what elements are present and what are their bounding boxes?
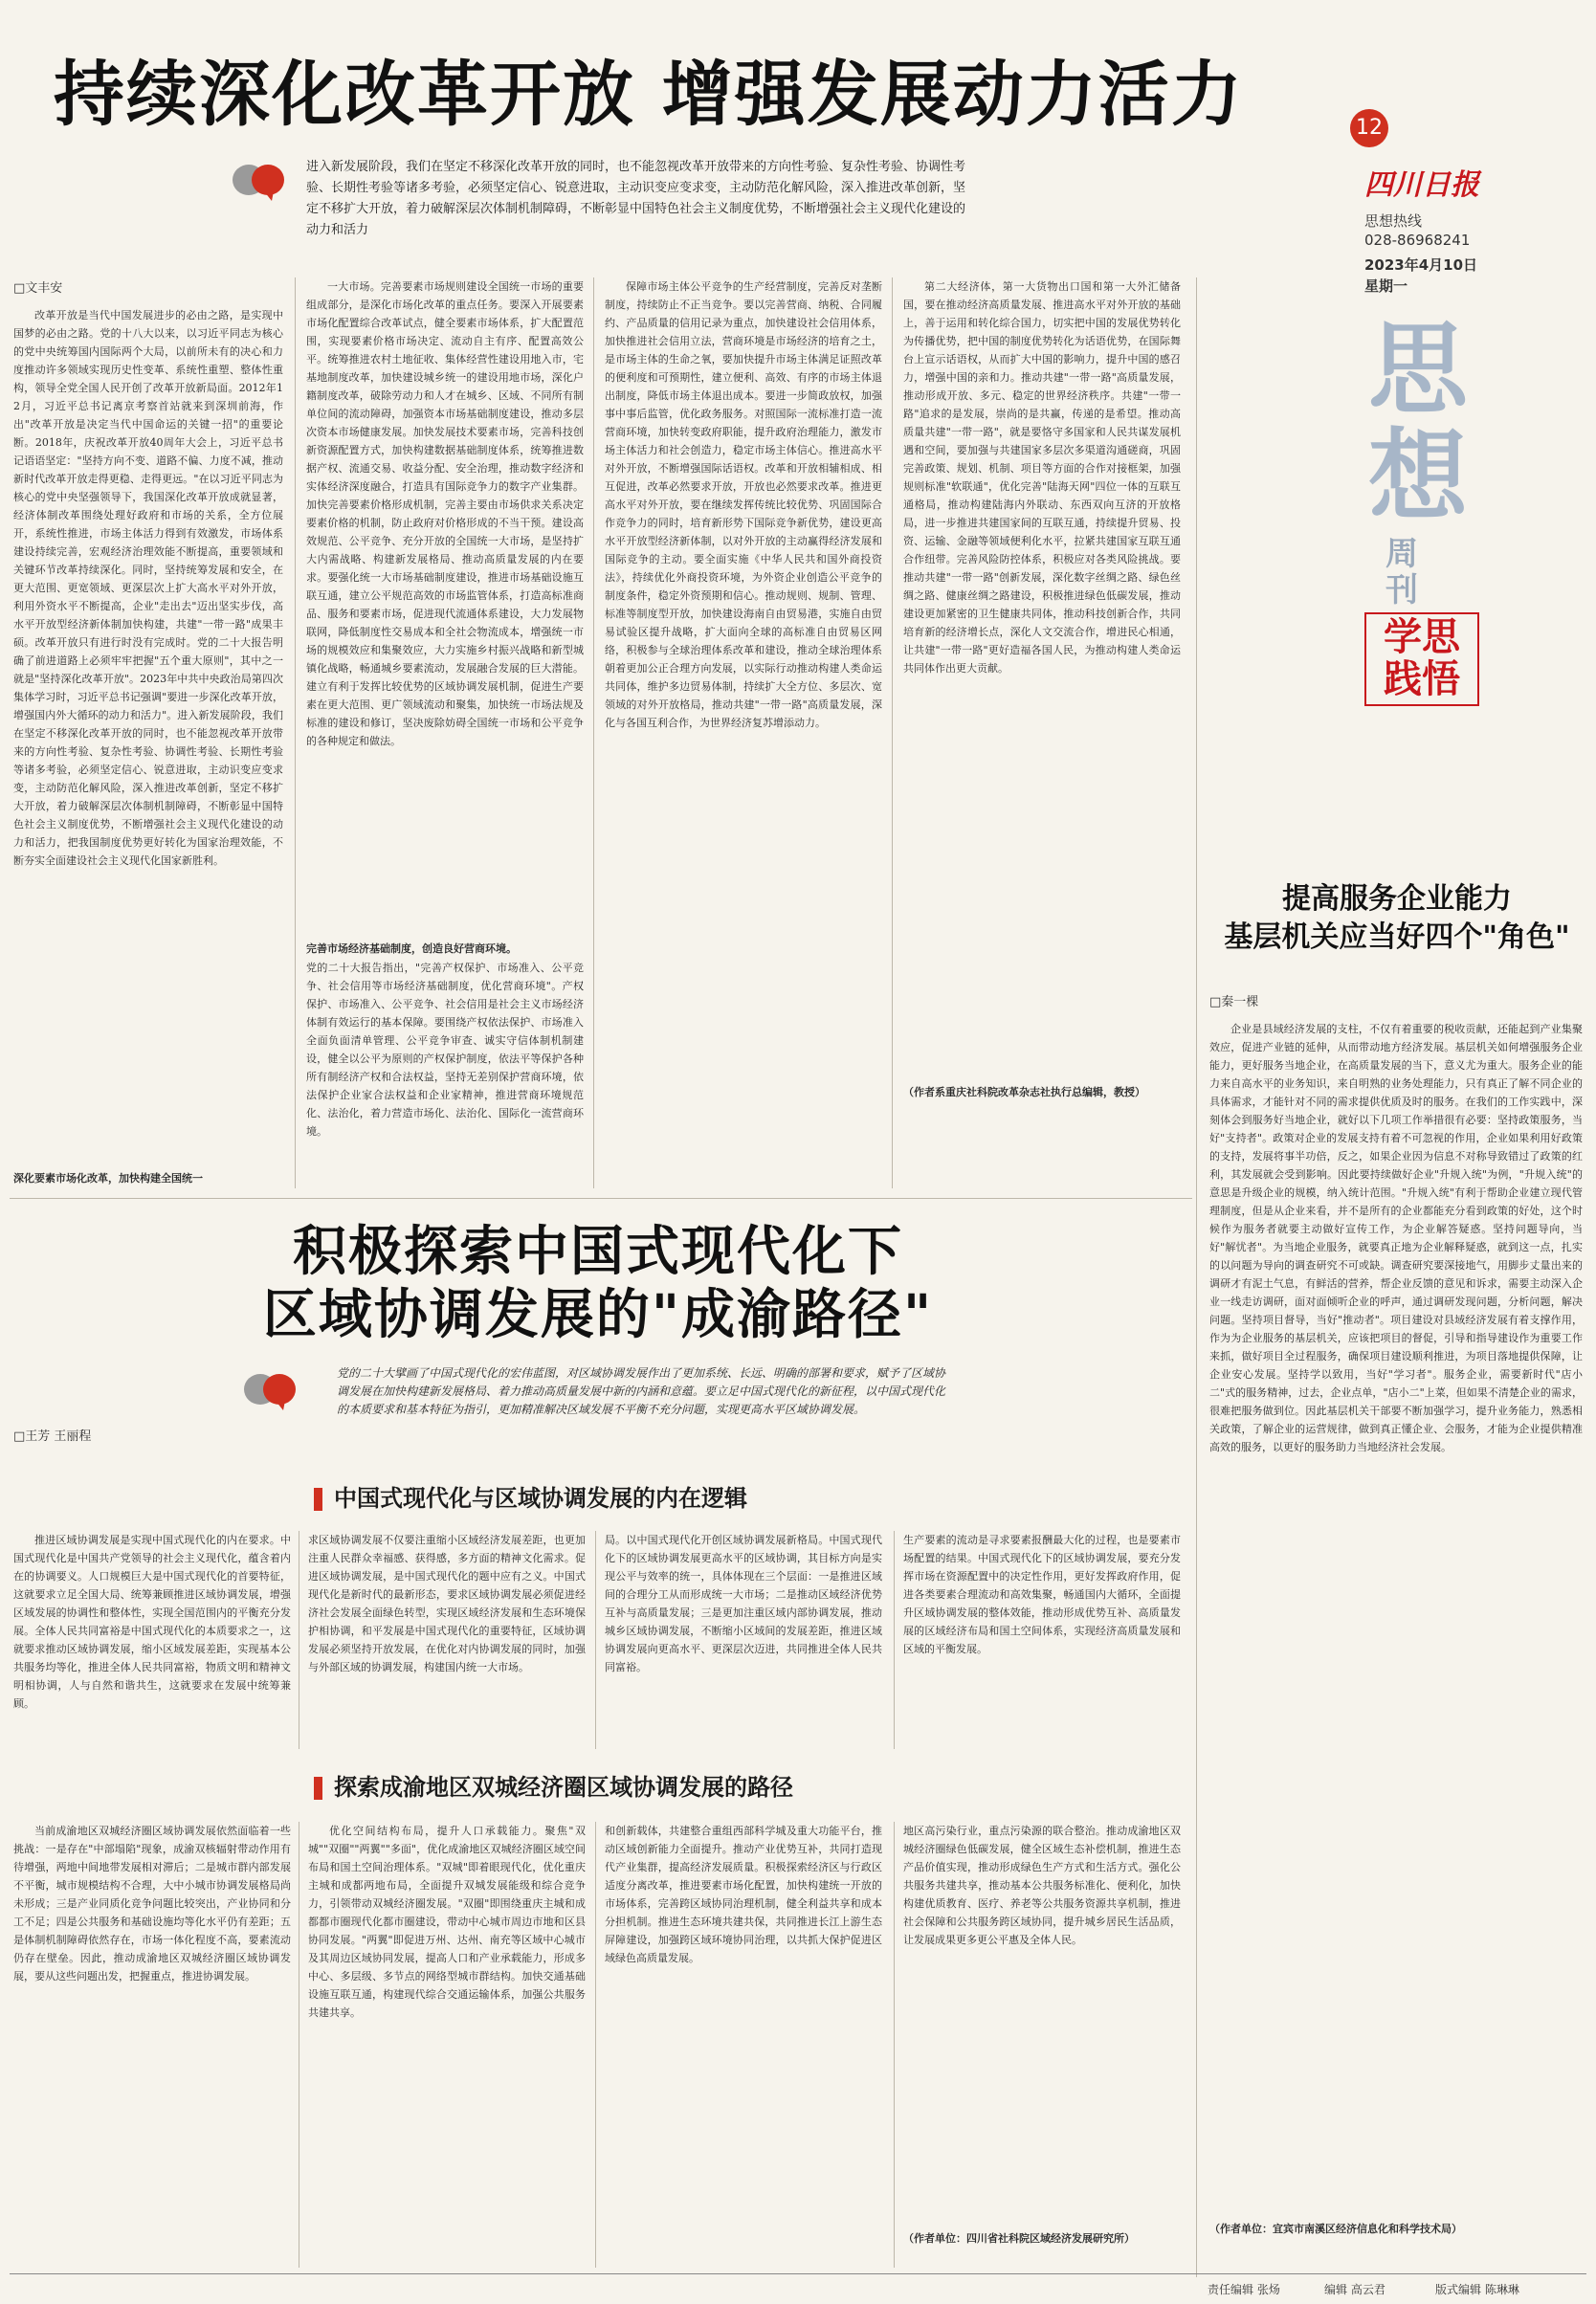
article1-column-2b: 党的二十大报告指出，"完善产权保护、市场准入、公平竞争、社会信用等市场经济基础制度，优化营商环境"。产权保护、市场准入、公平竞争、社会信用是社会主义市场经济体制有效运行的基本保障。要围绕产权依法保护、市场准入全面负面清单管理、公平竞争审查、诚实守信体制机制建设，健全以公平为原则的产权保护制度，依法平等保护各种所有制经济产权和合法权益，坚持无差别保护营商环境，依法保护企业家合法权益和企业家精神，推进营商环境规范化、法治化，着力营造市场化、法治化、国际化一流营商环境。 <box>306 962 584 1138</box>
article2-sec2-column-3: 和创新载体，共建整合重组西部科学城及重大功能平台，推动区域创新能力全面提升。推动产业优势互补，共同打造现代产业集群，提高经济发展质量。积极探索经济区与行政区适度分离改革，推进要素市场化配置，加快构建统一开放的市场体系，完善跨区域协同治理机制，健全利益共享和成本分担机制。推进生态环境共建共保，共同推进长江上游生态屏障建设，加强跨区域环境协同治理，以共抓大保护促进区域绿色高质量发展。 <box>605 1825 882 1964</box>
article1-title: 持续深化改革开放 增强发展动力活力 <box>54 54 1244 136</box>
issue-date: 2023年4月10日 <box>1364 256 1478 274</box>
article1-byline: □文丰安 <box>13 281 63 296</box>
article3-title-line-2: 基层机关应当好四个"角色" <box>1224 920 1570 954</box>
article1-column-1-lead: 深化要素市场化改革，加快构建全国统一 <box>13 1172 203 1185</box>
footer-editor-2: 编辑 高云君 <box>1324 2283 1385 2296</box>
article2-sec2-column-4: 地区高污染行业，重点污染源的联合整治。推动成渝地区双城经济圈绿色低碳发展，健全区域生态补偿机制，推进生态产品价值实现，推动形成绿色生产方式和生活方式。强化公共服务共建共享，推动基本公共服务标准化、便利化，加快构建优质教育、医疗、养老等公共服务资源共享机制，推进社会保障和公共服务跨区域协同，提升城乡居民生活品质，让发展成果更多更公平惠及全体人民。 <box>903 1825 1181 1946</box>
article2-sec1-column-2: 求区域协调发展不仅要注重缩小区域经济发展差距，也更加注重人民群众幸福感、获得感，多方面的精神文化需求。促进区域协调发展，是中国式现代化的题中应有之义。中国式现代化是新时代的最新形态，要求区域协调发展必须促进经济社会发展全面绿色转型，实现区域经济发展和生态环境保护相协调，和平发展是中国式现代化的重要特征，区域协调发展必须坚持开放发展，在优化对内协调发展的同时，加强与外部区域的协调发展，构建国内统一大市场。 <box>308 1534 586 1673</box>
article2-sec1-column-3: 局。以中国式现代化开创区域协调发展新格局。中国式现代化下的区域协调发展更高水平的区域协调，其目标方向是实现公平与效率的统一，具体体现在三个层面：一是推进区域间的合理分工从而形成统一大市场；二是推动区域经济优势互补与高质量发展；三是更加注重区域内部协调发展，推动城乡区域协调发展，不断缩小区域间的发展差距，推进区域协调发展向更高水平、更深层次迈进，共同推进全体人民共同富裕。 <box>605 1534 882 1673</box>
article1-column-1: 改革开放是当代中国发展进步的必由之路，是实现中国梦的必由之路。党的十八大以来，以习近平同志为核心的党中央统筹国内国际两个大局，以前所未有的决心和力度推动许多领域实现历史性变革、系统性重塑、整体性重构，领导全党全国人民开创了改革开放新局面。2012年12月，习近平总书记离京考察首站就来到深圳前海，作出"改革开放是决定当代中国命运的关键一招"的重要论断。2018年，庆祝改革开放40周年大会上，习近平总书记语语坚定："坚持方向不变、道路不偏、力度不减，推动新时代改革开放走得更稳、走得更远。"在以习近平同志为核心的党中央坚强领导下，我国深化改革开放成就显著，经济体制改革围绕处理好政府和市场的关系，全方位展开，系统性推进，市场主体活力得到有效激发，市场体系建设持续完善，宏观经济治理效能不断提高，重要领域和关键环节改革持续深化。同时，坚持统筹发展和安全，在更大范围、更宽领域、更深层次上扩大高水平对外开放，利用外资水平不断提高，企业"走出去"迈出坚实步伐，高水平开放型经济新体制加快构建，共建"一带一路"成果丰硕。改革开放只有进行时没有完成时。党的二十大报告明确了前进道路上必须牢牢把握"五个重大原则"，其中之一就是"坚持深化改革开放"。2023年中共中央政治局第四次集体学习时，习近平总书记强调"要进一步深化改革开放，增强国内外大循环的动力和活力"。进入新发展阶段，我们在坚定不移深化改革开放的同时，也不能忽视改革开放带来的方向性考验、复杂性考验、协调性考验、长期性考验等诸多考验，必须坚定信心、锐意进取，主动识变应变求变，主动防范化解风险，深入推进改革创新，坚定不移扩大开放，着力破解深层次体制机制障碍，不断彰显中国特色社会主义制度优势，不断增强社会主义现代化建设的动力和活力，把我国制度优势更好转化为国家治理效能，不断夯实全面建设社会主义现代化国家新胜利。 <box>13 309 283 867</box>
article2-sec2-column-1: 当前成渝地区双城经济圈区域协调发展依然面临着一些挑战：一是存在"中部塌陷"现象，成渝双核辐射带动作用有待增强，两地中间地带发展相对滞后；二是城市群内部发展不平衡，城市规模结构不合理，大中小城市协调发展格局尚未形成；三是产业同质化竞争问题比较突出，产业协同和分工不足；四是公共服务和基础设施均等化水平仍有差距；五是体制机制障碍依然存在，市场一体化程度不高，要素流动仍存在壁垒。因此，推动成渝地区双城经济圈区域协调发展，要从这些问题出发，把握重点，推进协调发展。 <box>13 1825 291 1983</box>
article2-byline: □王芳 王丽程 <box>13 1429 92 1444</box>
article1-author-note: （作者系重庆社科院改革杂志社执行总编辑，教授） <box>903 1086 1145 1098</box>
issue-weekday: 星期一 <box>1364 277 1408 295</box>
article2-intro: 党的二十大擘画了中国式现代化的宏伟蓝图，对区域协调发展作出了更加系统、长远、明确的部署和要求，赋予了区域协调发展在加快构建新发展格局、着力推动高质量发展中新的内涵和意蕴。要立足中国式现代化的新征程，以中国式现代化的本质要求和基本特征为指引，更加精准解决区域发展不平衡不充分问题，实现更高水平区域协调发展。 <box>337 1366 946 1416</box>
article2-title-line-1: 积极探索中国式现代化下 <box>293 1221 903 1283</box>
article2-sec2-column-2: 优化空间结构布局，提升人口承载能力。聚焦"双城""双圈""两翼""多面"，优化成渝地区双城经济圈区域空间布局和国土空间治理体系。"双城"即着眼现代化，优化重庆主城和成都两地布局，全面提升双城发展能级和综合竞争力，引领带动双城经济圈发展。"双圈"即围绕重庆主城和成都都市圈现代化都市圈建设，带动中心城市周边市地和区县协同发展。"两翼"即促进万州、达州、南充等区域中心城市及其周边区域协同发展，提高人口和产业承载能力，形成多中心、多层级、多节点的网络型城市群结构。加快交通基础设施互联互通，构建现代综合交通运输体系，加强公共服务共建共享。 <box>308 1825 586 2019</box>
newspaper-logo: 四川日报 <box>1364 168 1479 202</box>
article2-subheading-2 <box>314 1768 793 1802</box>
article2-subheading-2-text: 探索成渝地区双城经济圈区域协调发展的路径 <box>334 1774 793 1801</box>
article3-body: 企业是县域经济发展的支柱，不仅有着重要的税收贡献，还能起到产业集聚效应，促进产业链的延伸，从而带动地方经济发展。基层机关如何增强服务企业能力，更好服务当地企业，在高质量发展的当下，意义尤为重大。服务企业的能力来自高水平的业务知识，来自明熟的业务处理能力，只有真正了解不同企业的具体需求，才能针对不同的需求提供优质及时的服务。在我们的工作实践中，深刻体会到服务好当地企业，就好以下几项工作举措很有必要：坚持政策服务，当好"支持者"。政策对企业的发展支持有着不可忽视的作用，企业如果利用好政策的支持，发展将事半功倍，反之，如果企业因为信息不对称导致错过了政策的红利，其发展就会受到影响。因此要持续做好企业"升规入统"为例，"升规入统"的意思是升级企业的规模，纳入统计范围。"升规入统"有利于帮助企业建立现代管理制度，但是从企业来看，并不是所有的企业都能充分看到政策的好处，这个时候作为服务者就要主动做好宣传工作，为企业解答疑惑。坚持问题导向，当好"解忧者"。为当地企业服务，就要真正地为企业解释疑惑，就到这一点，扎实的以问题为导向的调查研究不可或缺。调查研究要深接地气，用脚步丈量出来的调研才有泥土气息，有鲜活的营养，帮企业反馈的意见和诉求，需要主动深入企业一线走访调研，面对面倾听企业的呼声，通过调研发现问题，分析问题，解决问题。坚持项目督导，当好"推动者"。项目建设对县域经济发展有着支撑作用，作为为企业服务的基层机关，应该把项目的督促，引导和指导建设作为重要工作来抓，做好项目全过程服务，确保项目建设顺利推进，为项目落地提供保障，让企业安心发展。坚持学以致用，当好"学习者"。服务企业，需要新时代"店小二"式的服务精神，过去，企业点单，"店小二"上菜，但如果不清楚企业的需求，很难把服务做到位。因此基层机关干部要不断加强学习，提升业务能力，熟悉相关政策，了解企业的运营规律，做到真正懂企业、会服务，才能为企业提供精准高效的服务，以更好的服务助力当地经济社会发展。 <box>1209 1023 1583 1453</box>
hotline-label: 思想热线 <box>1364 212 1423 230</box>
article2-subheading-1-text: 中国式现代化与区域协调发展的内在逻辑 <box>334 1485 747 1512</box>
footer-designer: 版式编辑 陈琳琳 <box>1435 2283 1519 2296</box>
section-title-small: 周刊 <box>1385 535 1418 609</box>
hotline-phone: 028-86968241 <box>1364 232 1471 249</box>
footer-editor: 责任编辑 张炀 <box>1208 2283 1280 2296</box>
speech-bubble-icon <box>230 161 289 203</box>
article3-author-note: （作者单位：宜宾市南溪区经济信息化和科学技术局） <box>1209 2223 1462 2235</box>
article1-column-2-lead: 完善市场经济基础制度，创造良好营商环境。 <box>306 942 517 955</box>
article2-author-note: （作者单位：四川省社科院区域经济发展研究所） <box>903 2232 1135 2245</box>
article1-column-4: 第二大经济体，第一大货物出口国和第一大外汇储备国，要在推动经济高质量发展、推进高水平对外开放的基础上，善于运用和转化综合国力，切实把中国的发展优势转化为传播优势，把中国的制度优势转化为话语优势，在国际舞台上宣示话语权，从而扩大中国的影响力，提升中国的感召力，增强中国的亲和力。推动共建"一带一路"高质量发展，推动形成开放、多元、稳定的世界经济秩序。共建"一带一路"追求的是发展，崇尚的是共赢，传递的是希望。推动高质量共建"一带一路"，就是要恪守多国家和人民共谋发展机遇和空间，要加强与共建国家多层次多渠道沟通磋商，巩固完善政策、规划、机制、项目等方面的合作对接框架，加强规则标准"软联通"，优化完善"陆海天网"四位一体的互联互通格局，推动构建陆海内外联动、东西双向互济的开放格局，进一步推进共建国家间的互联互通，持续提升贸易、投资、运输、金融等领域便利化水平，拉紧共建国家互联互通合作纽带。完善风险防控体系，积极应对各类风险挑战。要推动共建"一带一路"创新发展，深化数字丝绸之路、绿色丝绸之路、健康丝绸之路建设，积极推进绿色低碳发展，推动建设更加紧密的卫生健康共同体，推动科技创新合作，共同培育新的经济增长点，深化人文交流合作，增进民心相通，让共建"一带一路"更好造福各国人民，为推动构建人类命运共同体作出更大贡献。 <box>903 280 1181 675</box>
article2-subheading-1 <box>314 1479 747 1513</box>
article3-title-line-1: 提高服务企业能力 <box>1282 882 1512 916</box>
article2-title-line-2: 区域协调发展的"成渝路径" <box>262 1284 934 1346</box>
speech-bubble-icon-2 <box>241 1370 300 1412</box>
article1-column-2: 一大市场。完善要素市场规则建设全国统一市场的重要组成部分，是深化市场化改革的重点任务。要深入开展要素市场化配置综合改革试点，健全要素市场体系，扩大配置范围，实现要素价格市场决定、流动自主有序、配置高效公平。统筹推进农村土地征收、集体经营性建设用地入市，宅基地制度改革，加快建设城乡统一的建设用地市场，深化户籍制度改革，破除劳动力和人才在城乡、区域、不同所有制单位间的流动障碍，加强资本市场基础制度建设，推动多层次资本市场健康发展。加快发展技术要素市场，完善科技创新资源配置方式，加快构建数据基础制度体系，统筹推进数据产权、流通交易、收益分配、安全治理，推动数字经济和实体经济深度融合，打造具有国际竞争力的数字产业集群。加快完善要素价格形成机制，完善主要由市场供求关系决定要素价格的机制，防止政府对价格形成的不当干预。建设高效规范、公平竞争、充分开放的全国统一大市场，是坚持扩大内需战略、构建新发展格局、推动高质量发展的内在要求。要强化统一大市场基础制度建设，推进市场基础设施互联互通，建立公平规范高效的市场监管体系，打造高标准商品、服务和要素市场，促进现代流通体系建设，大力发展物联网，降低制度性交易成本和全社会物流成本，增强统一市场的规模效应和集聚效应，大力实施乡村振兴战略和新型城镇化战略，畅通城乡要素流动，发展融合发展的巨大潜能。建立有利于发挥比较优势的区域协调发展机制，促进生产要素在更大范围、更广领域流动和聚集，加快统一市场法规及标准的建设和修订，坚决废除妨碍全国统一市场和公平竞争的各种规定和做法。 <box>306 280 584 747</box>
article2-sec1-column-4: 生产要素的流动是寻求要素报酬最大化的过程，也是要素市场配置的结果。中国式现代化下的区域协调发展，要充分发挥市场在资源配置中的决定性作用，更好发挥政府作用，促进各类要素合理流动和高效集聚，畅通国内大循环，全面提升区域协调发展的整体效能，推动形成优势互补、高质量发展的区域经济布局和国土空间体系，实现经济高质量发展和区域的平衡发展。 <box>903 1534 1181 1655</box>
seal-stamp: 学思践悟 <box>1364 612 1479 706</box>
section-title-large: 思想 <box>1368 310 1469 535</box>
article3-byline: □秦一棵 <box>1209 995 1259 1009</box>
article1-column-3: 保障市场主体公平竞争的生产经营制度，完善反对垄断制度，持续防止不正当竞争。要以完善营商、纳税、合同履约、产品质量的信用记录为重点，加快建设社会信用体系，加快推进社会信用立法，营商环境是市场经济的培育之土，是市场主体的生命之氧，要加快提升市场主体满足证照改革的便利度和可预期性，建立便利、高效、有序的市场主体退出制度，降低市场主体退出成本。要进一步简政放权，加强事中事后监管，优化政务服务。对照国际一流标准打造一流营商环境，加快转变政府职能，提升政府治理能力，激发市场主体活力和社会创造力，稳定市场主体信心。推进高水平对外开放，不断增强国际话语权。改革和开放相辅相成、相互促进，改革必然要求开放，开放也必然要求改革。推进更高水平对外开放，要在继续发挥传统比较优势、巩固国际合作竞争力的同时，培育新形势下国际竞争新优势，建设更高水平开放型经济新体制，以对外开放的主动赢得经济发展和国际竞争的主动。要全面实施《中华人民共和国外商投资法》，持续优化外商投资环境，为外资企业创造公平竞争的制度条件，稳定外资预期和信心。推动规则、规制、管理、标准等制度型开放，加快建设海南自由贸易港，实施自由贸易试验区提升战略，扩大面向全球的高标准自由贸易区网络，积极参与全球治理体系改革和建设，推动全球治理体系朝着更加公正合理方向发展，以实际行动推动构建人类命运共同体，维护多边贸易体制，持续扩大全方位、多层次、宽领域的对外开放格局，推动共建"一带一路"高质量发展，深化与各国互利合作，为世界经济复苏增添动力。 <box>605 280 882 729</box>
article1-intro: 进入新发展阶段，我们在坚定不移深化改革开放的同时，也不能忽视改革开放带来的方向性考验、复杂性考验、协调性考验、长期性考验等诸多考验，必须坚定信心、锐意进取，主动识变应变求变，主动防范化解风险，深入推进改革创新，坚定不移扩大开放，着力破解深层次体制机制障碍，不断彰显中国特色社会主义制度优势，不断增强社会主义现代化建设的动力和活力 <box>306 160 966 237</box>
article2-sec1-column-1: 推进区域协调发展是实现中国式现代化的内在要求。中国式现代化是中国共产党领导的社会主义现代化，蕴含着内在的协调要义。人口规模巨大是中国式现代化的首要特征，这就要求立足全国大局、统筹兼顾推进区域协调发展，增强区域发展的协调性和整体性，实现全国范围内的平衡充分发展。全体人民共同富裕是中国式现代化的本质要求之一，这就要求推动区域协调发展，缩小区域发展差距，实现基本公共服务均等化，推进全体人民共同富裕，物质文明和精神文明相协调，人与自然和谐共生，这就要求在发展中统筹兼顾。 <box>13 1534 291 1710</box>
page-number-badge: 12 <box>1350 109 1388 147</box>
